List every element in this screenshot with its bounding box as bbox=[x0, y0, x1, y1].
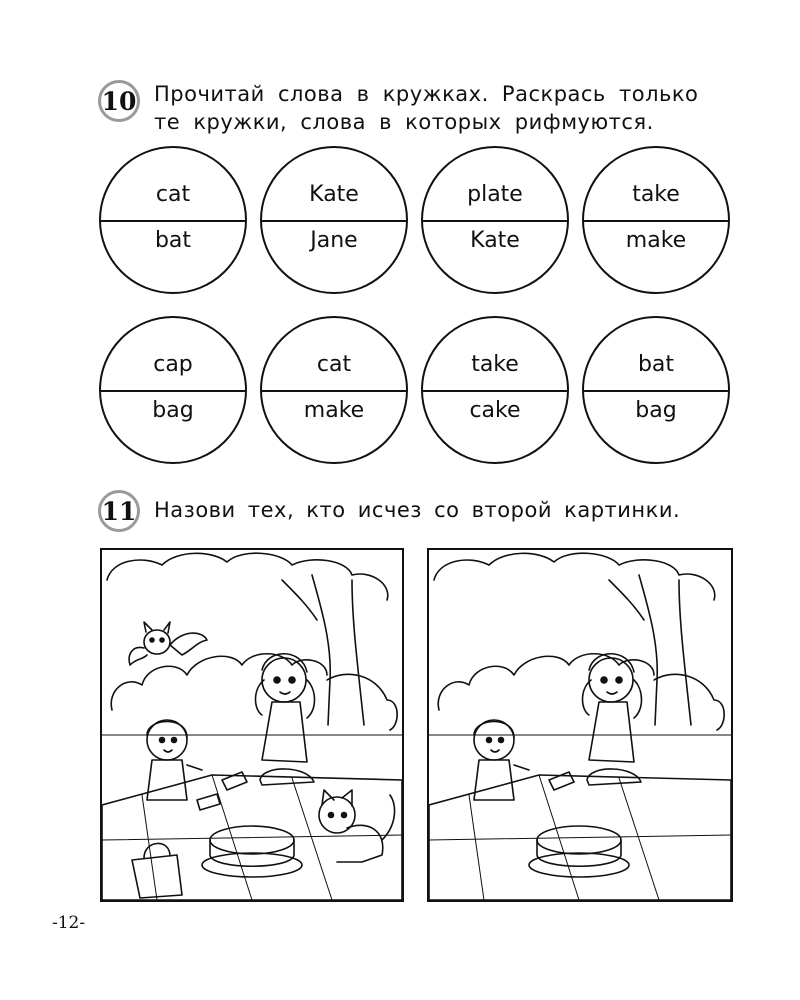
circle-word-top: cat bbox=[316, 352, 352, 377]
circle-word-top: take bbox=[632, 182, 680, 207]
circle-word-top: cat bbox=[155, 182, 191, 207]
word-circle[interactable] bbox=[99, 316, 247, 464]
tree-trunk bbox=[639, 575, 691, 725]
bag-item bbox=[132, 843, 182, 898]
cat-character bbox=[319, 790, 395, 862]
circle-word-bottom: bag bbox=[635, 398, 677, 423]
circle-divider bbox=[584, 390, 728, 392]
circle-word-top: bat bbox=[637, 352, 675, 377]
task-number-badge: 10 bbox=[98, 80, 140, 122]
circle-divider bbox=[423, 220, 567, 222]
circle-word-bottom: bag bbox=[152, 398, 194, 423]
word-circle[interactable] bbox=[260, 146, 408, 294]
cake bbox=[529, 826, 629, 877]
picnic-picture-first bbox=[100, 548, 404, 902]
task-instruction: Прочитай слова в кружках. Раскрась только те кружки, слова в которых рифмуются. bbox=[154, 82, 699, 134]
tree-canopy bbox=[107, 553, 388, 600]
circle-word-top: cap bbox=[153, 352, 193, 377]
circle-word-top: take bbox=[471, 352, 519, 377]
word-circle[interactable] bbox=[582, 316, 730, 464]
girl-small bbox=[147, 720, 202, 800]
circle-word-bottom: Kate bbox=[470, 228, 520, 253]
circle-word-top: Kate bbox=[309, 182, 359, 207]
word-circle[interactable] bbox=[421, 316, 569, 464]
word-circle[interactable] bbox=[260, 316, 408, 464]
word-circle[interactable] bbox=[582, 146, 730, 294]
circle-word-bottom: cake bbox=[469, 398, 521, 423]
circle-word-bottom: make bbox=[303, 398, 365, 423]
circle-divider bbox=[262, 390, 406, 392]
circle-word-bottom: bat bbox=[154, 228, 192, 253]
bat-character bbox=[129, 622, 207, 665]
picnic-picture-second bbox=[427, 548, 733, 902]
task-number-badge: 11 bbox=[98, 490, 140, 532]
task-11 bbox=[98, 490, 680, 532]
circle-word-bottom: make bbox=[625, 228, 687, 253]
girl-big bbox=[583, 654, 642, 785]
circle-divider bbox=[101, 220, 245, 222]
task-10 bbox=[98, 80, 714, 136]
task-instruction: Назови тех, кто исчез со второй картинки. bbox=[154, 498, 681, 522]
circle-divider bbox=[101, 390, 245, 392]
tree-trunk bbox=[312, 575, 364, 725]
circle-divider bbox=[584, 220, 728, 222]
cake bbox=[202, 826, 302, 877]
girl-small bbox=[474, 720, 529, 800]
circle-word-bottom: Jane bbox=[310, 228, 358, 253]
word-circle[interactable] bbox=[421, 146, 569, 294]
page-number: -12- bbox=[52, 913, 86, 933]
word-circle[interactable] bbox=[99, 146, 247, 294]
circle-divider bbox=[423, 390, 567, 392]
circle-divider bbox=[262, 220, 406, 222]
circle-word-top: plate bbox=[467, 182, 523, 207]
tree-canopy bbox=[434, 553, 715, 600]
girl-big bbox=[256, 654, 315, 785]
